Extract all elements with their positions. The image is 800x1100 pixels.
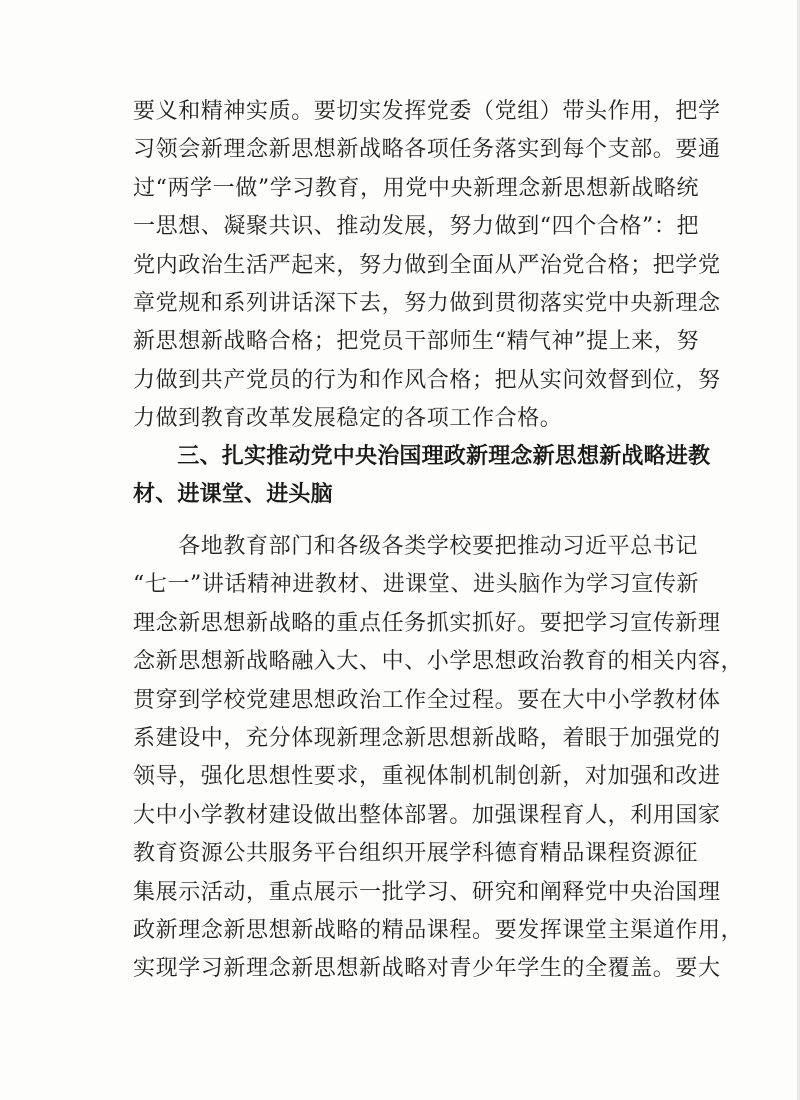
section-3-heading-line: 材、进课堂、进头脑 xyxy=(133,482,333,508)
paragraph-2-line: 政新理念新思想新战略的精品课程。要发挥课堂主渠道作用， xyxy=(133,917,744,943)
paragraph-2-line: 念新思想新战略融入大、中、小学思想政治教育的相关内容， xyxy=(133,649,744,675)
paragraph-1-line: 过“两学一做”学习教育，用党中央新理念新思想新战略统 xyxy=(133,175,700,201)
paragraph-2-line: 大中小学教材建设做出整体部署。加强课程育人，利用国家 xyxy=(133,802,721,828)
paragraph-2-line: “七一”讲话精神进教材、进课堂、进头脑作为学习宣传新 xyxy=(133,572,700,598)
paragraph-2-line: 理念新思想新战略的重点任务抓实抓好。要把学习宣传新理 xyxy=(133,610,721,636)
paragraph-1-line: 章党规和系列讲话深下去，努力做到贯彻落实党中央新理念 xyxy=(133,290,721,316)
paragraph-1-line: 力做到教育改革发展稳定的各项工作合格。 xyxy=(133,406,563,432)
paragraph-1-line: 力做到共产党员的行为和作风合格；把从实问效督到位，努 xyxy=(133,367,721,393)
section-3-heading-line: 三、扎实推动党中央治国理政新理念新思想新战略进教 xyxy=(133,444,711,469)
paragraph-1-line: 要义和精神实质。要切实发挥党委（党组）带头作用，把学 xyxy=(133,99,721,124)
paragraph-2-line: 领导，强化思想性要求，重视体制机制创新，对加强和改进 xyxy=(133,764,721,790)
paragraph-1 xyxy=(133,93,721,439)
paragraph-2-line: 系建设中，充分体现新理念新思想新战略，着眼于加强党的 xyxy=(133,725,721,751)
paragraph-2-line: 贯穿到学校党建思想政治工作全过程。要在大中小学教材体 xyxy=(133,687,721,713)
paragraph-2-line: 实现学习新理念新思想新战略对青少年学生的全覆盖。要大 xyxy=(133,956,721,982)
paragraph-2-line: 各地教育部门和各级各类学校要把推动习近平总书记 xyxy=(133,534,699,559)
paragraph-1-line: 党内政治生活严起来，努力做到全面从严治党合格；把学党 xyxy=(133,252,721,278)
paragraph-2-line: 教育资源公共服务平台组织开展学科德育精品课程资源征 xyxy=(133,841,699,867)
paragraph-2 xyxy=(133,528,744,989)
section-3-heading xyxy=(133,438,711,515)
paragraph-1-line: 习领会新理念新思想新战略各项任务落实到每个支部。要通 xyxy=(133,137,721,163)
paragraph-1-line: 一思想、凝聚共识、推动发展，努力做到“四个合格”：把 xyxy=(133,214,700,240)
paragraph-2-line: 集展示活动，重点展示一批学习、研究和阐释党中央治国理 xyxy=(133,879,721,905)
paragraph-1-line: 新思想新战略合格；把党员干部师生“精气神”提上来，努 xyxy=(133,329,700,355)
